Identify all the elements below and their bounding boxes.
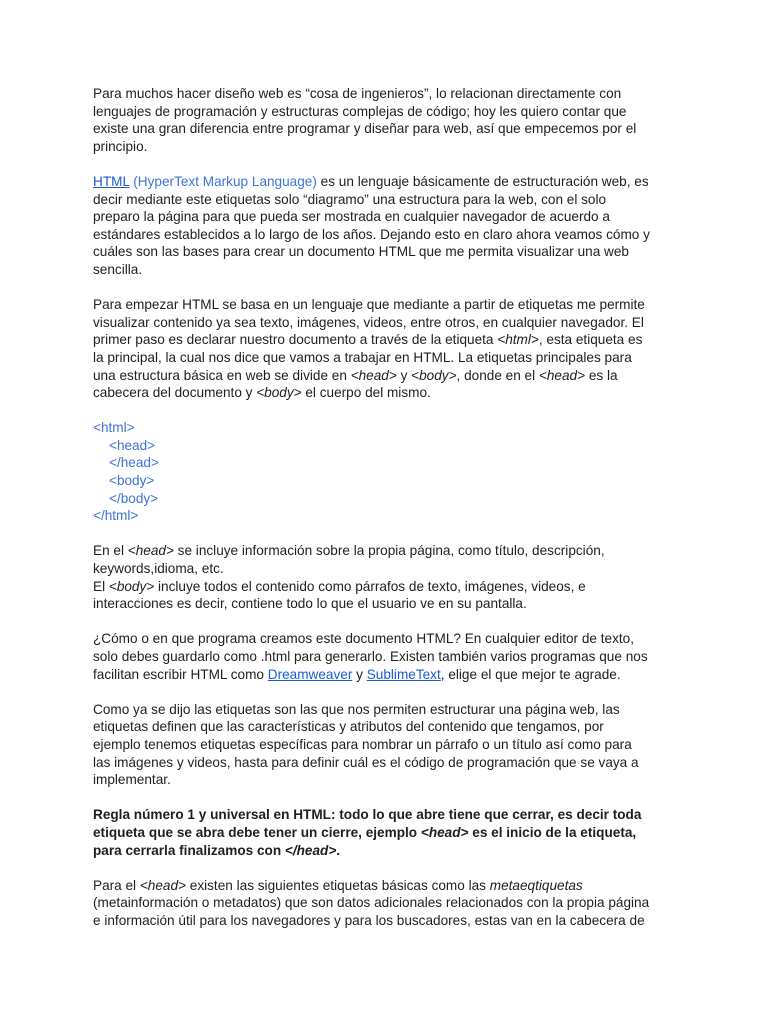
text-segment: etiqueta que se abra debe tener un cierre, ejemplo — [93, 824, 421, 840]
paragraph-meta — [93, 877, 678, 930]
paragraph-head-body — [93, 542, 678, 612]
code-line: </html> — [93, 508, 139, 524]
inline-tag: </head> — [284, 842, 337, 858]
paragraph-intro — [93, 85, 678, 155]
text-line: Como ya se dijo las etiquetas son las que nos permiten estructurar una página web, las — [93, 701, 620, 717]
paragraph-tags — [93, 701, 678, 789]
html-expansion: (HyperText Markup Language) — [133, 173, 317, 189]
text-line — [93, 578, 678, 596]
code-line: </body> — [109, 490, 159, 506]
inline-tag: <head> — [127, 543, 174, 559]
inline-term: metaeqtiquetas — [489, 877, 583, 893]
text-segment: cabecera del documento y — [93, 385, 257, 401]
text-segment: es la — [585, 367, 618, 383]
text-line: cuáles son las bases para crear un documento HTML que me permita visualizar una web — [93, 244, 629, 260]
text-line — [93, 666, 678, 684]
inline-tag: <head> — [350, 367, 397, 383]
document-page — [93, 85, 678, 947]
text-line: visualizar contenido ya sea texto, imágenes, videos, entre otros, en cualquier navegador. El — [93, 314, 644, 330]
text-segment: El — [93, 578, 109, 594]
paragraph-html-basics — [93, 296, 678, 402]
inline-tag: <body> — [256, 385, 302, 401]
text-segment: facilitan escribir HTML como — [93, 666, 268, 682]
inline-tag: <body> — [108, 578, 155, 594]
text-segment: . — [336, 842, 341, 858]
text-line — [93, 877, 678, 895]
text-segment: es un lenguaje básicamente de estructuración web, es — [316, 173, 649, 189]
text-line: e información útil para los navegadores y para los buscadores, estas van en la cabecera de — [93, 912, 645, 928]
text-line: preparo la página para que pueda ser mostrada en cualquier navegador de acuerdo a — [93, 209, 610, 225]
text-line: decir mediante este etiquetas solo “diagramo” una estructura para la web, con el solo — [93, 191, 607, 207]
text-segment: , esta etiqueta es — [538, 332, 643, 348]
text-line — [93, 384, 678, 402]
text-line: Para empezar HTML se basa en un lenguaje que mediante a partir de etiquetas me permite — [93, 297, 645, 313]
text-line: interacciones es decir, contiene todo lo que el usuario ve en su pantalla. — [93, 596, 527, 612]
code-line: <body> — [109, 473, 155, 489]
text-line: las imágenes y videos, hasta para definir cuál es el código de programación que se vaya a — [93, 754, 639, 770]
paragraph-html-definition — [93, 173, 678, 279]
html-link[interactable]: HTML — [93, 173, 130, 189]
text-segment: incluye todos el contenido como párrafos de texto, imágenes, videos, e — [154, 578, 586, 594]
text-line: existe una gran diferencia entre programar y diseñar para web, así que empecemos por el — [93, 121, 637, 137]
text-line: estándares establecidos a lo largo de los años. Dejando esto en claro ahora veamos cómo y — [93, 226, 650, 242]
code-line: <html> — [93, 420, 135, 436]
inline-tag: <body> — [411, 367, 457, 383]
text-segment: , donde en el — [456, 367, 539, 383]
text-line — [93, 331, 678, 349]
paragraph-rule-one — [93, 806, 678, 859]
text-line: ¿Cómo o en que programa creamos este documento HTML? En cualquier editor de texto, — [93, 631, 635, 647]
text-line — [93, 842, 678, 860]
text-segment: Para el — [93, 877, 140, 893]
inline-tag: <head> — [420, 824, 469, 840]
text-segment: y — [396, 367, 412, 383]
text-segment: existen las siguientes etiquetas básicas como las — [185, 877, 490, 893]
text-segment: se incluye información sobre la propia página, como título, descripción, — [173, 543, 605, 559]
text-line — [93, 367, 678, 385]
text-line — [93, 173, 678, 191]
text-line: principio. — [93, 138, 148, 154]
text-line: Para muchos hacer diseño web es “cosa de ingenieros”, lo relacionan directamente con — [93, 86, 622, 101]
text-segment: el cuerpo del mismo. — [301, 385, 431, 401]
code-line: <head> — [109, 437, 156, 453]
sublimetext-link[interactable]: SublimeText — [366, 666, 441, 682]
text-line: la principal, la cual nos dice que vamos a trabajar en HTML. La etiquetas principales para — [93, 349, 632, 365]
paragraph-editors — [93, 630, 678, 683]
text-segment: para cerrarla finalizamos con — [93, 842, 285, 858]
text-segment: primer paso es declarar nuestro documento a través de la etiqueta — [93, 332, 498, 348]
text-line: implementar. — [93, 772, 171, 788]
inline-tag: <head> — [139, 877, 186, 893]
text-line: ejemplo tenemos etiquetas específicas para nombrar un párrafo o un título así como para — [93, 736, 632, 752]
text-segment: En el — [93, 543, 128, 559]
text-line: sencilla. — [93, 261, 143, 277]
code-line: </head> — [109, 455, 159, 471]
inline-tag: <html> — [497, 332, 539, 348]
text-segment: , elige el que mejor te agrade. — [440, 666, 621, 682]
text-line: Regla número 1 y universal en HTML: todo lo que abre tiene que cerrar, es decir toda — [93, 807, 642, 823]
text-line: keywords,idioma, etc. — [93, 561, 224, 577]
text-line: (metainformación o metadatos) que son datos adicionales relacionados con la propia página — [93, 895, 650, 911]
inline-tag: <head> — [538, 367, 586, 383]
text-line — [93, 542, 678, 560]
text-line: lenguajes de programación y estructuras complejas de código; hoy les quiero contar que — [93, 103, 627, 119]
text-line: solo debes guardarlo como .html para generarlo. Existen también varios programas que nos — [93, 649, 648, 664]
code-example — [93, 419, 678, 525]
text-line: etiquetas definen que las características y atributos del contenido que tengamos, por — [93, 719, 604, 735]
dreamweaver-link[interactable]: Dreamweaver — [267, 666, 353, 682]
text-line — [93, 824, 678, 842]
text-segment: y — [352, 666, 367, 682]
text-segment: una estructura básica en web se divide en — [93, 367, 351, 383]
text-segment: es el inicio de la etiqueta, — [468, 824, 637, 840]
